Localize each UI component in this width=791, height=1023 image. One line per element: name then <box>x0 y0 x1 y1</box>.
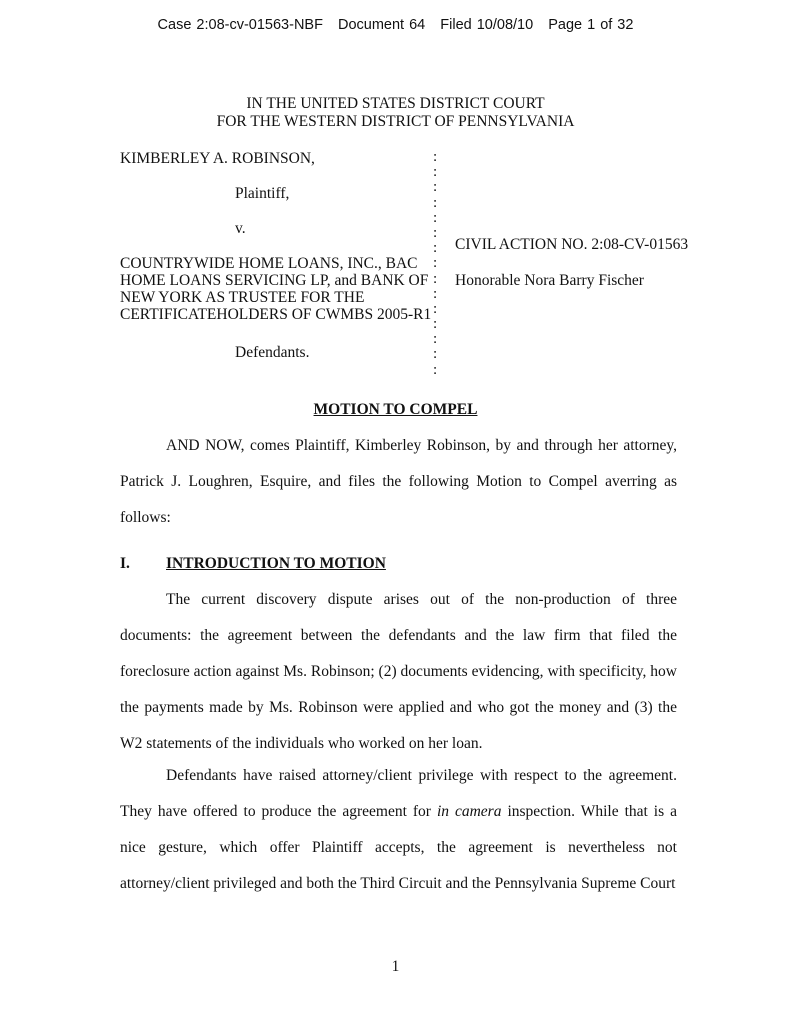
body-paragraph-2: Defendants have raised attorney/client privilege with respect to the agreement. They have offered to produce the agreement for in camera inspection. While that is a nice gesture, which offer Plaintiff accepts, the agreement is nevertheless not attorney/client privileged and both the Third Circuit and the Pennsylvania Supreme Court <box>120 767 678 892</box>
caption-colon: : <box>433 300 438 317</box>
caption-colon: : <box>433 331 438 348</box>
defendant-line: COUNTRYWIDE HOME LOANS, INC., BAC <box>120 255 418 272</box>
court-line-1: IN THE UNITED STATES DISTRICT COURT <box>246 95 545 112</box>
plaintiff-name: KIMBERLEY A. ROBINSON, <box>120 150 315 167</box>
section-number: I. <box>120 555 130 572</box>
caption-colon: : <box>433 149 438 165</box>
defendant-line: CERTIFICATEHOLDERS OF CWMBS 2005-R1 <box>120 306 432 323</box>
page-number: 1 <box>391 958 400 975</box>
intro-paragraph: AND NOW, comes Plaintiff, Kimberley Robinson, by and through her attorney, Patrick J. Loughren, Esquire, and files the following Motion to Compel averring as follows: <box>120 437 677 526</box>
court-line-2: FOR THE WESTERN DISTRICT OF PENNSYLVANIA <box>216 113 575 130</box>
italic-phrase: in camera <box>436 803 502 820</box>
caption-colon: : <box>433 316 438 333</box>
caption-colon: : <box>433 361 438 378</box>
caption-colon: : <box>433 164 438 181</box>
caption-colon: : <box>433 240 438 257</box>
civil-action-number: CIVIL ACTION NO. 2:08-CV-01563 <box>455 236 689 253</box>
page-count: Page 1 of 32 <box>548 17 634 33</box>
versus-label: v. <box>235 220 246 237</box>
case-number: Case 2:08-cv-01563-NBF <box>157 17 323 33</box>
defendant-line: HOME LOANS SERVICING LP, and BANK OF <box>120 272 429 289</box>
defendant-line: NEW YORK AS TRUSTEE FOR THE <box>120 289 365 306</box>
defendants-label: Defendants. <box>235 344 310 361</box>
caption-colon-column <box>433 150 445 378</box>
caption-colon: : <box>433 255 438 272</box>
section-heading <box>120 555 386 573</box>
document-number: Document 64 <box>337 17 426 33</box>
caption-colon: : <box>433 285 438 302</box>
caption-colon: : <box>433 194 438 211</box>
caption-colon: : <box>433 209 438 226</box>
caption-colon: : <box>433 179 438 196</box>
filed-date: Filed 10/08/10 <box>440 17 534 33</box>
filing-header <box>0 17 791 33</box>
court-heading <box>0 95 791 131</box>
plaintiff-label: Plaintiff, <box>235 185 290 202</box>
body-paragraph-1: The current discovery dispute arises out of the non-production of three documents: the agreement between the defendants and the law firm that filed the foreclosure action against Ms. Robinson; (2) documents evidencing, with specificity, how the payments made by Ms. Robinson were applied and who got the money and (3) the W2 statements of the individuals who worked on her loan. <box>120 591 677 752</box>
judge-name: Honorable Nora Barry Fischer <box>455 272 644 289</box>
motion-title: MOTION TO COMPEL <box>313 401 478 418</box>
caption-colon: : <box>433 224 438 241</box>
caption-colon: : <box>433 346 438 363</box>
caption-colon: : <box>433 270 438 287</box>
section-title: INTRODUCTION TO MOTION <box>166 555 386 572</box>
